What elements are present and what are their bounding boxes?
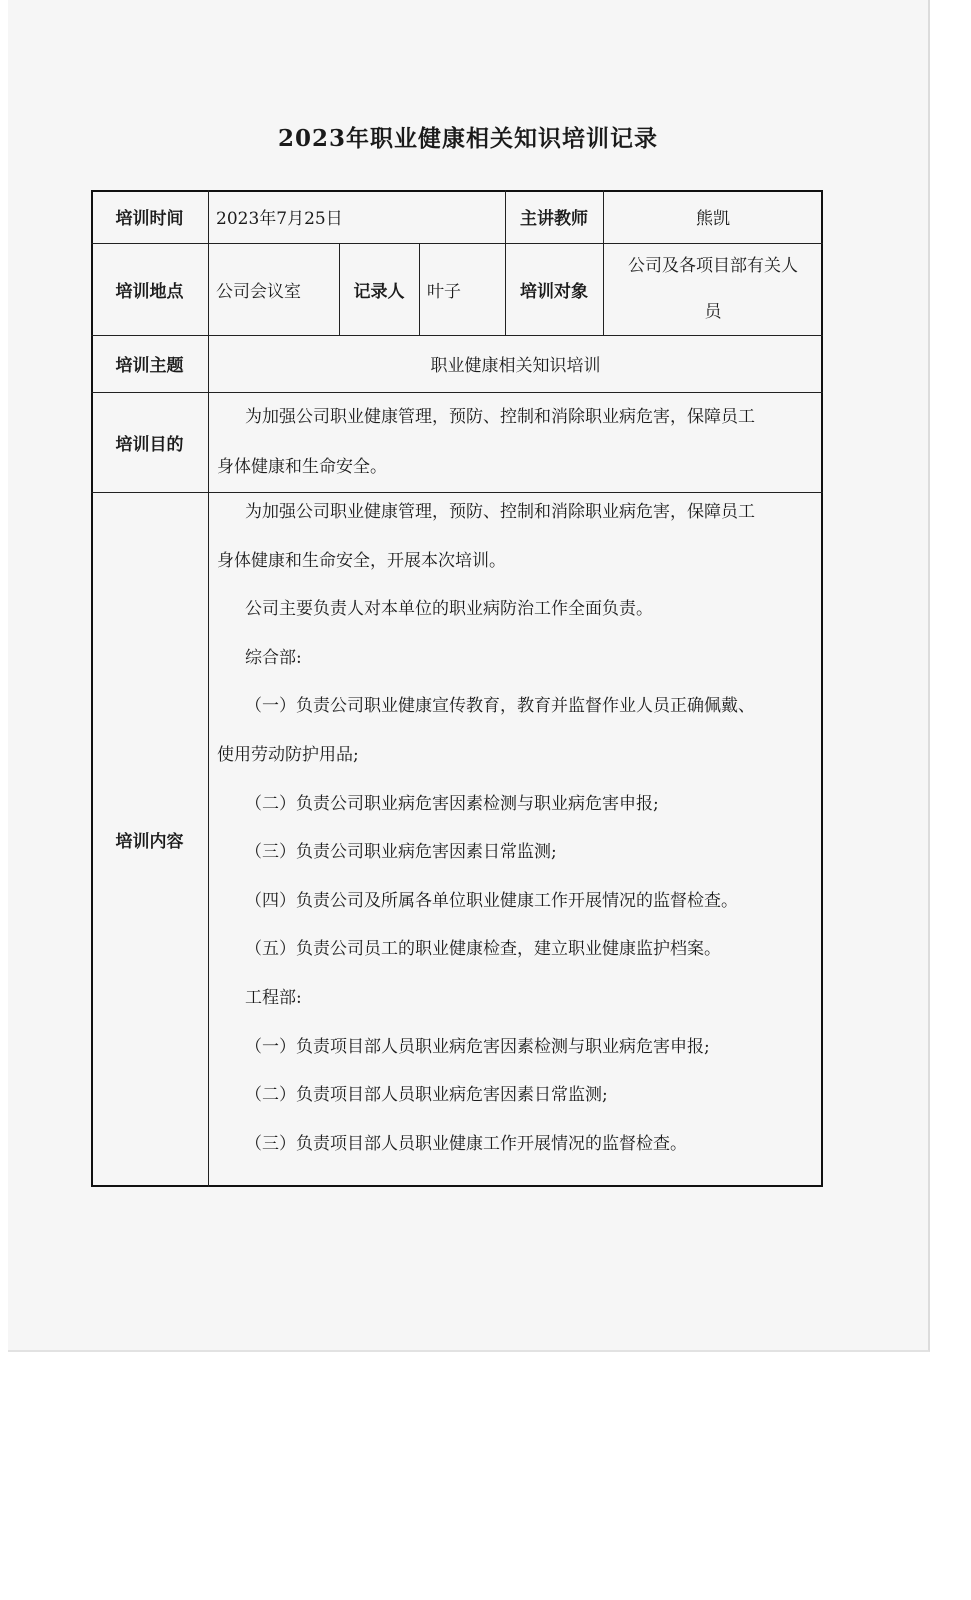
topic-label: 培训主题 xyxy=(115,356,184,376)
recorder-label: 记录人 xyxy=(353,281,405,302)
topic-value: 职业健康相关知识培训 xyxy=(430,356,601,376)
content-text xyxy=(217,488,817,1168)
training-place-value: 公司会议室 xyxy=(216,281,301,302)
audience-label: 培训对象 xyxy=(520,281,588,302)
content-line: （二）负责项目部人员职业病危害因素日常监测; xyxy=(245,1085,608,1106)
content-line: 身体健康和生命安全，开展本次培训。 xyxy=(217,550,506,571)
content-line: 综合部: xyxy=(245,647,302,668)
purpose-label: 培训目的 xyxy=(115,434,184,455)
teacher-value: 熊凯 xyxy=(696,209,730,229)
training-record-table xyxy=(91,190,826,1190)
purpose-line-1: 为加强公司职业健康管理，预防、控制和消除职业病危害，保障员工 xyxy=(245,407,755,427)
content-line: （五）负责公司员工的职业健康检查，建立职业健康监护档案。 xyxy=(245,939,721,960)
content-line: （二）负责公司职业病危害因素检测与职业病危害申报; xyxy=(245,793,659,814)
audience-value xyxy=(603,243,823,335)
content-line: （三）负责项目部人员职业健康工作开展情况的监督检查。 xyxy=(245,1133,687,1154)
training-time-label: 培训时间 xyxy=(115,209,184,229)
content-line: 公司主要负责人对本单位的职业病防治工作全面负责。 xyxy=(245,599,653,620)
training-place-label: 培训地点 xyxy=(115,281,184,302)
purpose-text xyxy=(217,392,817,492)
purpose-line-2: 身体健康和生命安全。 xyxy=(217,457,387,477)
content-line: 为加强公司职业健康管理，预防、控制和消除职业病危害，保障员工 xyxy=(245,502,755,522)
content-line: （一）负责公司职业健康宣传教育，教育并监督作业人员正确佩戴、 xyxy=(245,696,755,717)
content-line: 使用劳动防护用品; xyxy=(217,744,359,765)
training-time-value: 2023年7月25日 xyxy=(216,209,343,229)
scanned-page xyxy=(8,0,930,1352)
teacher-label: 主讲教师 xyxy=(520,209,588,229)
recorder-value: 叶子 xyxy=(427,281,461,302)
content-label: 培训内容 xyxy=(115,832,184,852)
content-line: 工程部: xyxy=(245,987,302,1008)
page-title: 2023年职业健康相关知识培训记录 xyxy=(277,125,658,152)
content-line: （一）负责项目部人员职业病危害因素检测与职业病危害申报; xyxy=(245,1036,710,1057)
audience-line-1: 公司及各项目部有关人 xyxy=(628,256,798,276)
audience-line-2: 员 xyxy=(704,302,722,322)
content-line: （三）负责公司职业病危害因素日常监测; xyxy=(245,842,557,863)
content-line: （四）负责公司及所属各单位职业健康工作开展情况的监督检查。 xyxy=(245,890,738,911)
